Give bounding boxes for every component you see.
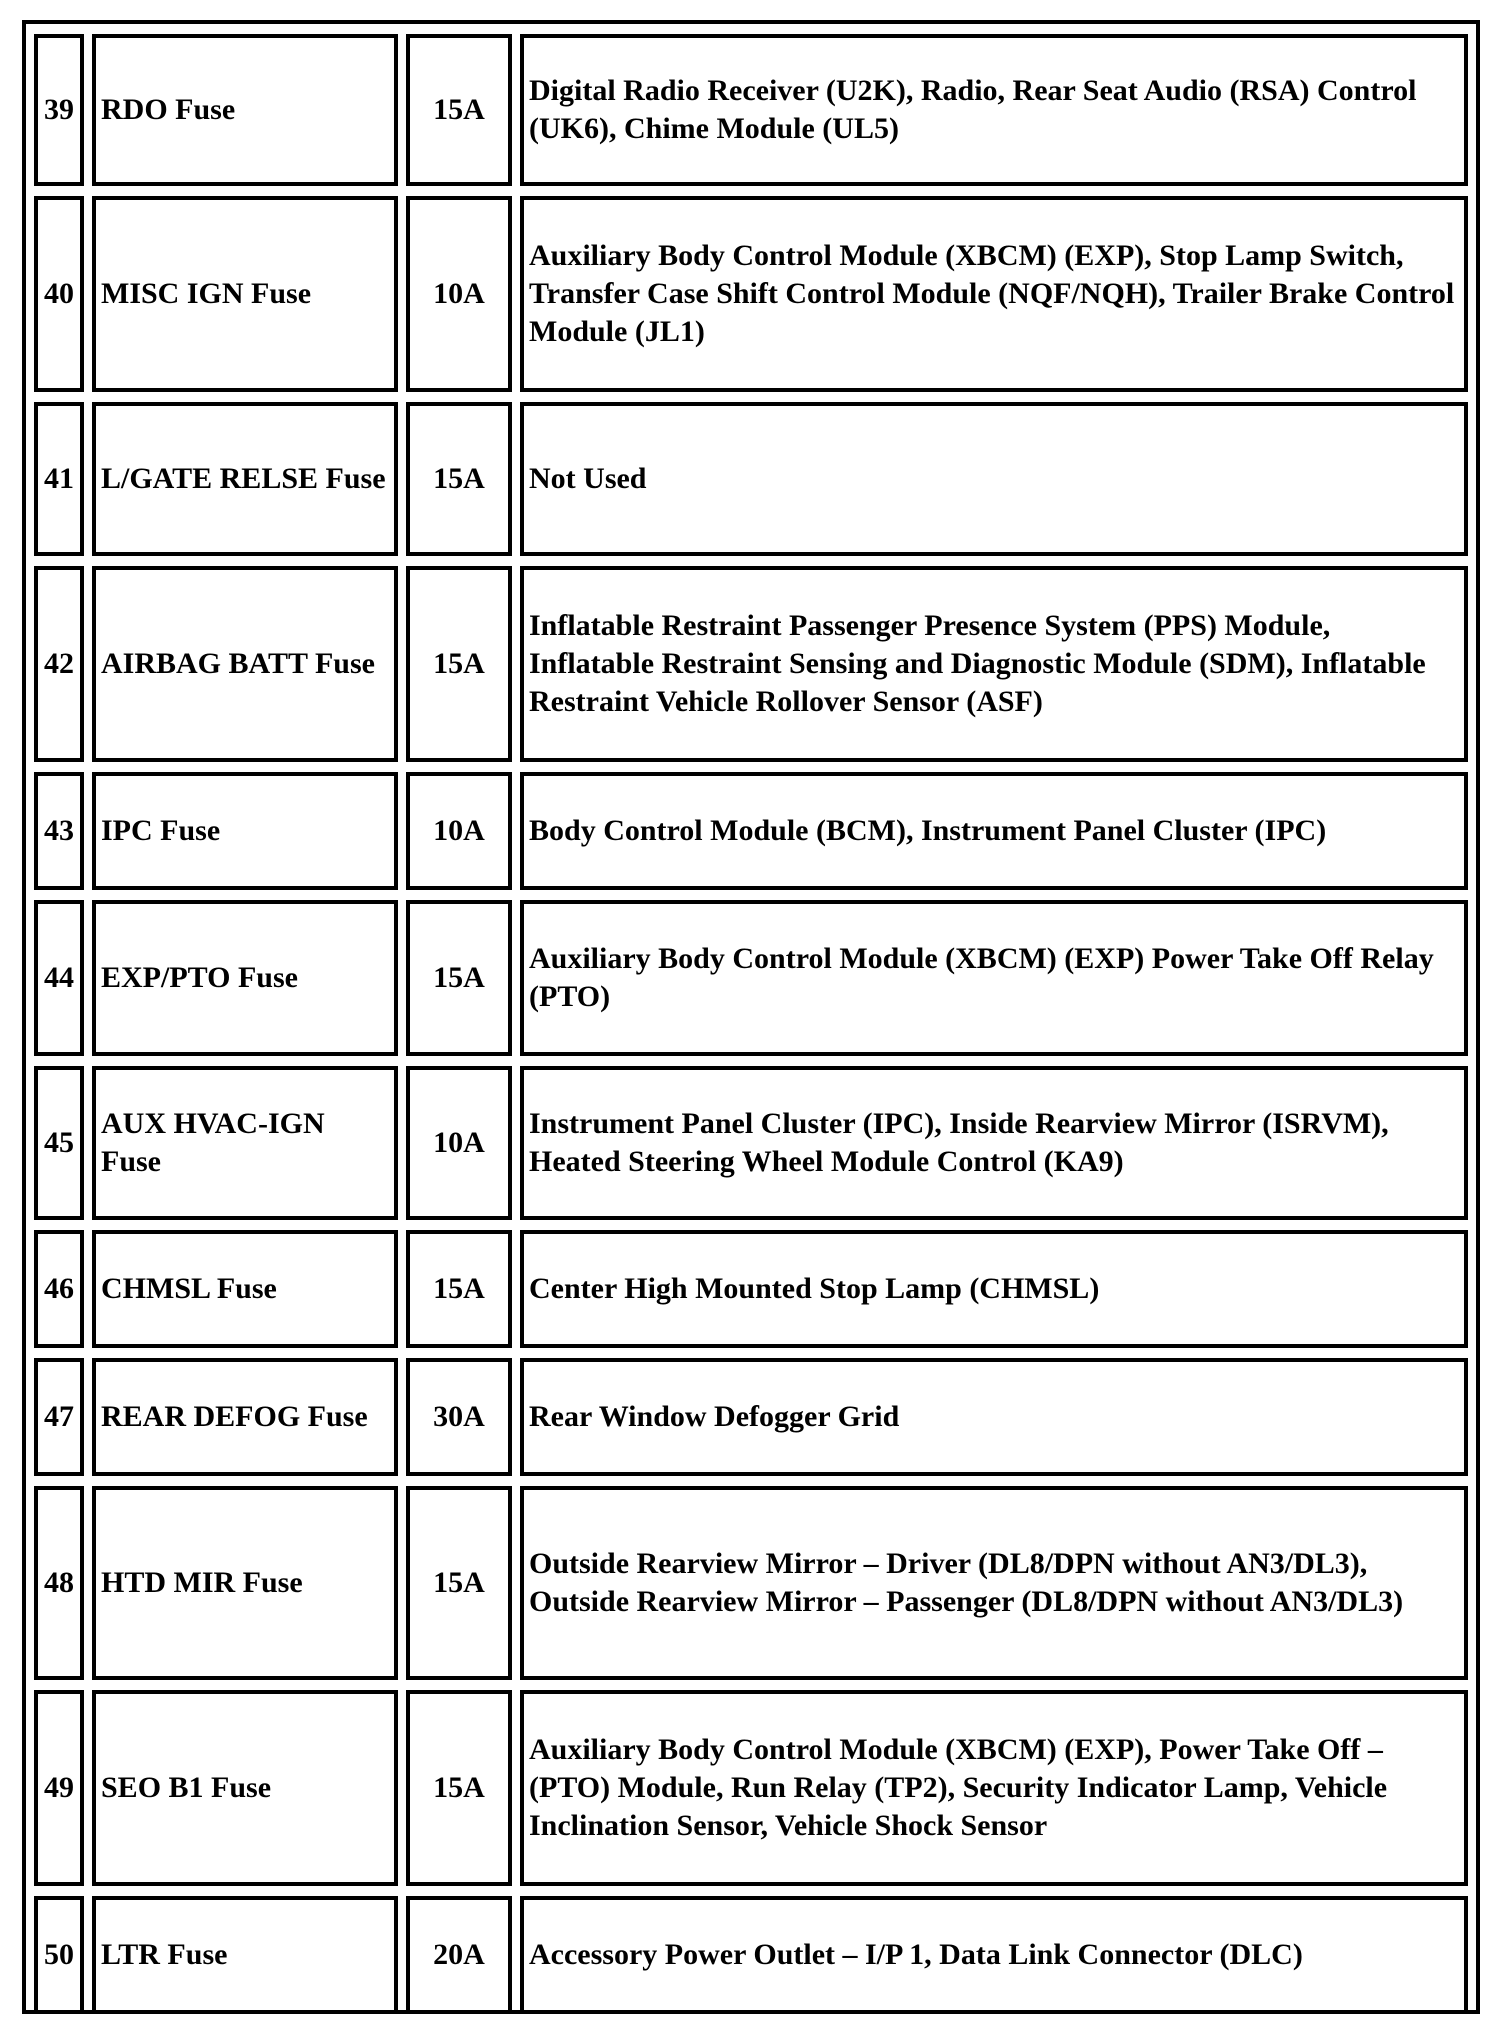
fuse-rating: 10A [406, 196, 512, 392]
fuse-rating: 15A [406, 1690, 512, 1886]
fuse-name: L/GATE RELSE Fuse [92, 402, 398, 556]
fuse-number: 39 [34, 34, 84, 186]
fuse-description: Outside Rearview Mirror – Driver (DL8/DPN without AN3/DL3), Outside Rearview Mirror – Passenger (DL8/DPN without AN3/DL3) [520, 1486, 1468, 1680]
fuse-rating: 20A [406, 1896, 512, 2014]
fuse-rating: 15A [406, 1486, 512, 1680]
fuse-name: EXP/PTO Fuse [92, 900, 398, 1056]
fuse-description: Not Used [520, 402, 1468, 556]
fuse-name: LTR Fuse [92, 1896, 398, 2014]
table-row [34, 1690, 1468, 1886]
fuse-name: CHMSL Fuse [92, 1230, 398, 1348]
fuse-number: 45 [34, 1066, 84, 1220]
fuse-name: RDO Fuse [92, 34, 398, 186]
fuse-description: Instrument Panel Cluster (IPC), Inside Rearview Mirror (ISRVM), Heated Steering Wheel Module Control (KA9) [520, 1066, 1468, 1220]
table-row [34, 1486, 1468, 1680]
table-row [34, 772, 1468, 890]
fuse-rating: 10A [406, 772, 512, 890]
fuse-name: MISC IGN Fuse [92, 196, 398, 392]
fuse-rating: 15A [406, 34, 512, 186]
fuse-table [26, 24, 1476, 2024]
table-row [34, 1358, 1468, 1476]
fuse-number: 50 [34, 1896, 84, 2014]
fuse-description: Auxiliary Body Control Module (XBCM) (EXP) Power Take Off Relay (PTO) [520, 900, 1468, 1056]
fuse-description: Inflatable Restraint Passenger Presence System (PPS) Module, Inflatable Restraint Sensing and Diagnostic Module (SDM), Inflatable Restraint Vehicle Rollover Sensor (ASF) [520, 566, 1468, 762]
fuse-rating: 15A [406, 900, 512, 1056]
fuse-name: AUX HVAC-IGN Fuse [92, 1066, 398, 1220]
fuse-rating: 30A [406, 1358, 512, 1476]
fuse-description: Auxiliary Body Control Module (XBCM) (EXP), Power Take Off – (PTO) Module, Run Relay (TP2), Security Indicator Lamp, Vehicle Inclination Sensor, Vehicle Shock Sensor [520, 1690, 1468, 1886]
fuse-number: 49 [34, 1690, 84, 1886]
fuse-number: 46 [34, 1230, 84, 1348]
table-row [34, 1066, 1468, 1220]
fuse-number: 40 [34, 196, 84, 392]
fuse-description: Body Control Module (BCM), Instrument Panel Cluster (IPC) [520, 772, 1468, 890]
table-row [34, 1230, 1468, 1348]
fuse-description: Accessory Power Outlet – I/P 1, Data Link Connector (DLC) [520, 1896, 1468, 2014]
fuse-description: Rear Window Defogger Grid [520, 1358, 1468, 1476]
fuse-rating: 15A [406, 566, 512, 762]
fuse-rating: 15A [406, 402, 512, 556]
fuse-number: 41 [34, 402, 84, 556]
fuse-name: HTD MIR Fuse [92, 1486, 398, 1680]
table-row [34, 566, 1468, 762]
table-row [34, 34, 1468, 186]
table-row [34, 900, 1468, 1056]
fuse-name: SEO B1 Fuse [92, 1690, 398, 1886]
fuse-number: 44 [34, 900, 84, 1056]
fuse-description: Digital Radio Receiver (U2K), Radio, Rear Seat Audio (RSA) Control (UK6), Chime Module (UL5) [520, 34, 1468, 186]
fuse-name: REAR DEFOG Fuse [92, 1358, 398, 1476]
fuse-number: 47 [34, 1358, 84, 1476]
fuse-rating: 10A [406, 1066, 512, 1220]
fuse-number: 42 [34, 566, 84, 762]
table-row [34, 1896, 1468, 2014]
table-row [34, 402, 1468, 556]
fuse-description: Center High Mounted Stop Lamp (CHMSL) [520, 1230, 1468, 1348]
fuse-number: 48 [34, 1486, 84, 1680]
fuse-rating: 15A [406, 1230, 512, 1348]
fuse-number: 43 [34, 772, 84, 890]
table-row [34, 196, 1468, 392]
fuse-name: AIRBAG BATT Fuse [92, 566, 398, 762]
fuse-name: IPC Fuse [92, 772, 398, 890]
fuse-description: Auxiliary Body Control Module (XBCM) (EXP), Stop Lamp Switch, Transfer Case Shift Control Module (NQF/NQH), Trailer Brake Control Module (JL1) [520, 196, 1468, 392]
